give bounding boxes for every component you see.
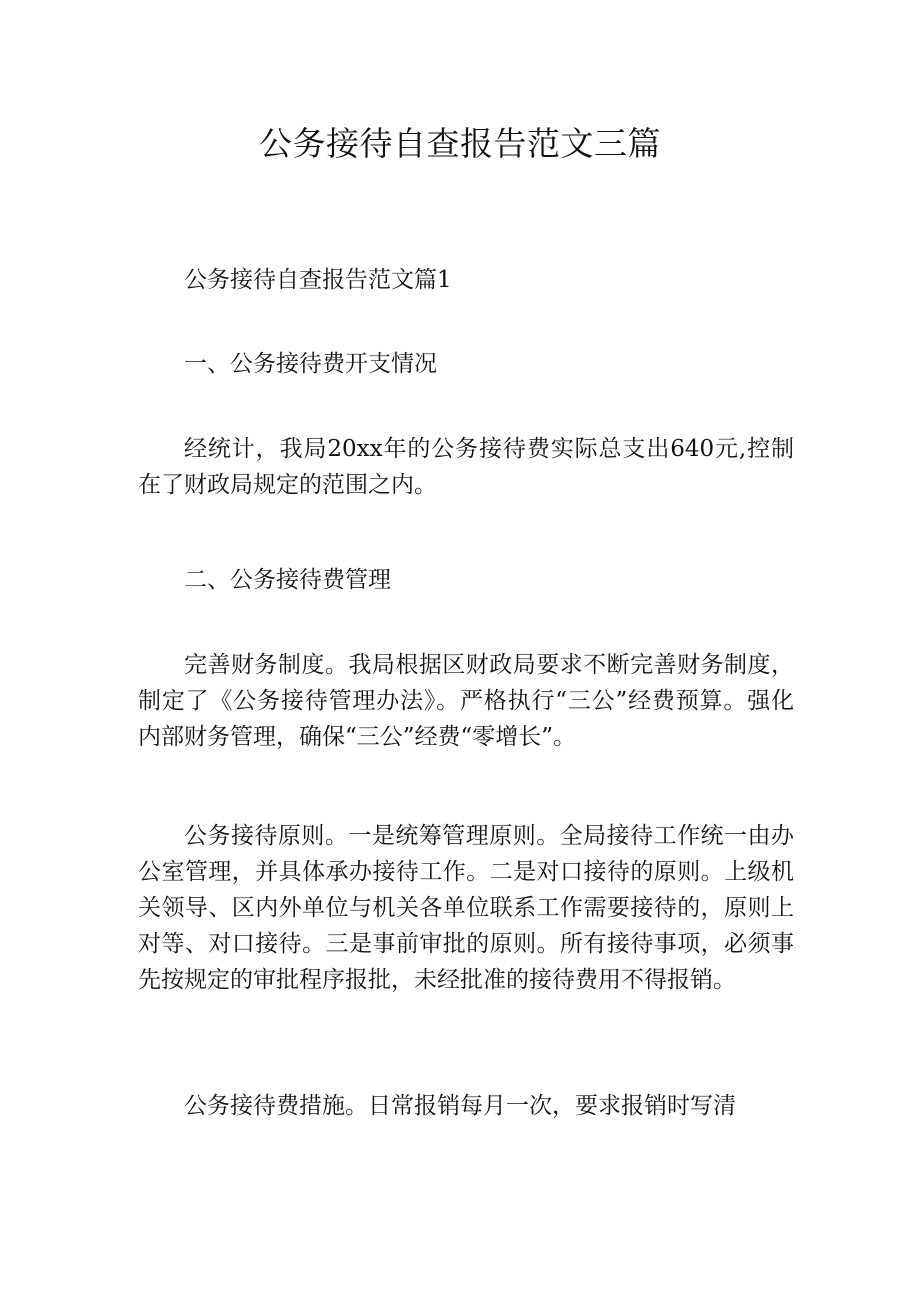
paragraph-reception-principles: 公务接待原则。一是统筹管理原则。全局接待工作统一由办公室管理，并具体承办接待工作。二是对口接待的原则。上级机关领导、区内外单位与机关各单位联系工作需要接待的，原则上对等、对口接待。三是事前审批的原则。所有接待事项，必须事先按规定的审批程序报批，未经批准的接待费用不得报销。 <box>138 823 794 993</box>
section-heading-management: 二、公务接待费管理 <box>184 567 391 593</box>
paragraph-reception-measures: 公务接待费措施。日常报销每月一次，要求报销时写清 <box>184 1093 736 1119</box>
section-heading-article-1: 公务接待自查报告范文篇1 <box>184 267 452 293</box>
paragraph-financial-system: 完善财务制度。我局根据区财政局要求不断完善财务制度，制定了《公务接待管理办法》。严格执行“三公”经费预算。强化内部财务管理，确保“三公”经费“零增长”。 <box>138 652 794 750</box>
paragraph-expenditure-statistics: 经统计，我局20xx年的公务接待费实际总支出640元,控制在了财政局规定的范围之内。 <box>138 436 794 498</box>
section-heading-expenditure: 一、公务接待费开支情况 <box>184 351 437 377</box>
document-title: 公务接待自查报告范文三篇 <box>259 124 661 163</box>
